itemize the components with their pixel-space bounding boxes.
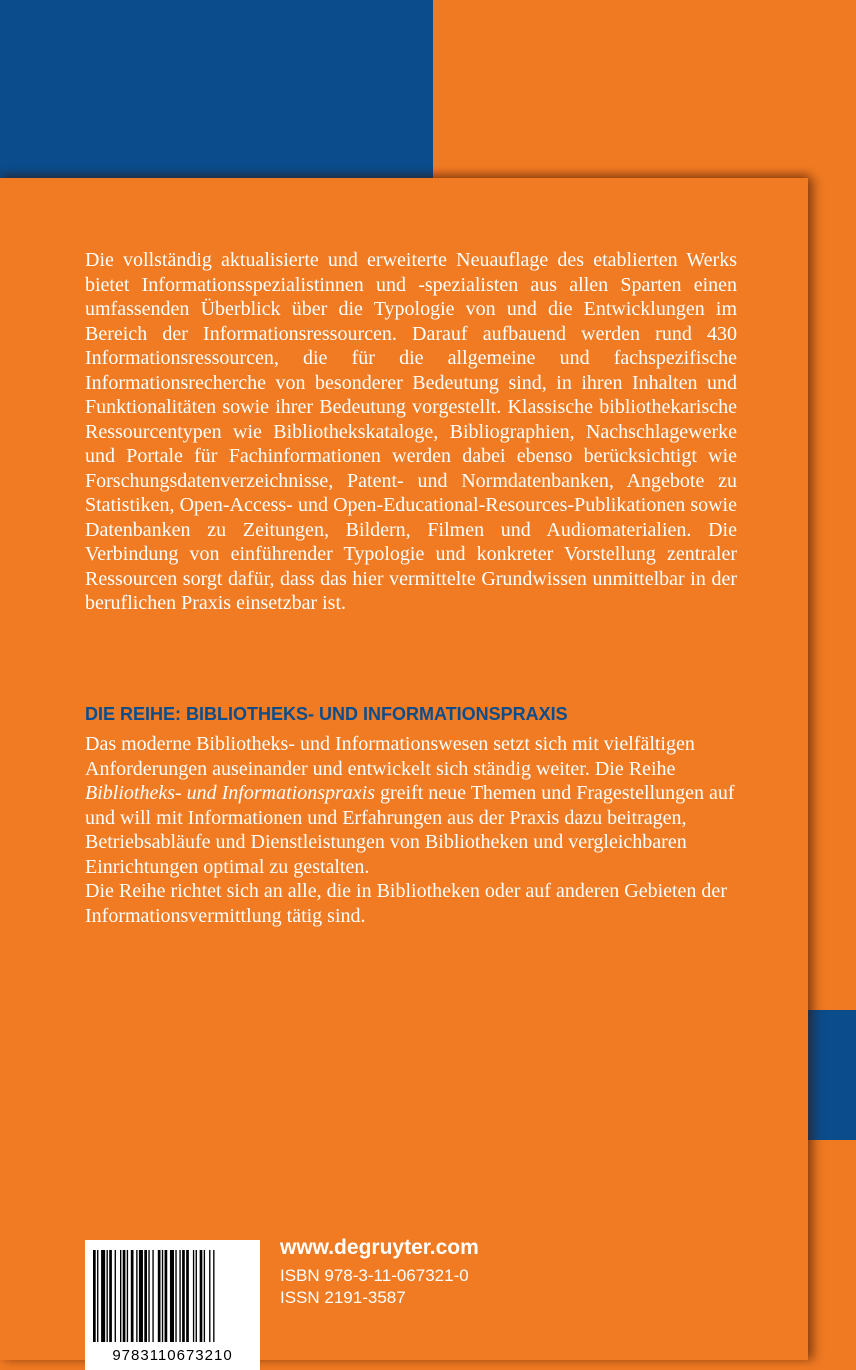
barcode xyxy=(85,1240,260,1370)
blue-corner-block xyxy=(0,0,433,178)
series-text-part1: Das moderne Bibliotheks- und Informationswesen setzt sich mit vielfältigen Anforderungen auseinander und entwickelt sich ständig weiter. Die Reihe xyxy=(85,733,695,780)
blue-side-tab xyxy=(808,1010,856,1140)
series-heading: DIE REIHE: BIBLIOTHEKS- UND INFORMATIONSPRAXIS xyxy=(85,704,568,724)
barcode-number: 9783110673210 xyxy=(112,1347,233,1364)
series-title-italic: Bibliotheks- und Informationspraxis xyxy=(85,782,375,804)
book-description: Die vollständig aktualisierte und erweiterte Neuauflage des etablierten Werks bietet Informationsspezialistinnen und -spezialisten aus allen Sparten einen umfassenden Überblick über die Typologie von und die Entwicklungen im Bereich der Informationsressourcen. Darauf aufbauend werden rund 430 Informationsressourcen, die für die allgemeine und fachspezifische Informationsrecherche von besonderer Bedeutung sind, in ihren Inhalten und Funktionalitäten sowie ihrer Bedeutung vorgestellt. Klassische bibliothekarische Ressourcentypen wie Bibliothekskataloge, Bibliographien, Nachschlagewerke und Portale für Fachinformationen werden dabei ebenso berücksichtigt wie Forschungsdatenverzeichnisse, Patent- und Normdatenbanken, Angebote zu Statistiken, Open-Access- und Open-Educational-Resources-Publikationen sowie Datenbanken zu Zeitungen, Bildern, Filmen und Audiomaterialien. Die Verbindung von einführender Typologie und konkreter Vorstellung zentraler Ressourcen sorgt dafür, dass das hier vermittelte Grundwissen unmittelbar in der beruflichen Praxis einsetzbar ist. xyxy=(85,249,737,614)
barcode-bars xyxy=(93,1250,252,1342)
series-text-part3: Die Reihe richtet sich an alle, die in Bibliotheken oder auf anderen Gebieten der Informationsvermittlung tätig sind. xyxy=(85,880,727,927)
publisher-url[interactable]: www.degruyter.com xyxy=(280,1236,479,1259)
series-text-part2: greift neue Themen und Fragestellungen auf und will mit Informationen und Erfahrungen aus der Praxis dazu beitragen, Betriebsabläufe und Dienstleistungen von Bibliotheken und vergleichbaren Einrichtungen optimal zu gestalten. xyxy=(85,782,735,878)
back-cover-panel xyxy=(0,178,808,1364)
issn-number: ISSN 2191-3587 xyxy=(280,1288,406,1307)
series-description xyxy=(85,732,737,928)
isbn-number: ISBN 978-3-11-067321-0 xyxy=(280,1266,469,1285)
